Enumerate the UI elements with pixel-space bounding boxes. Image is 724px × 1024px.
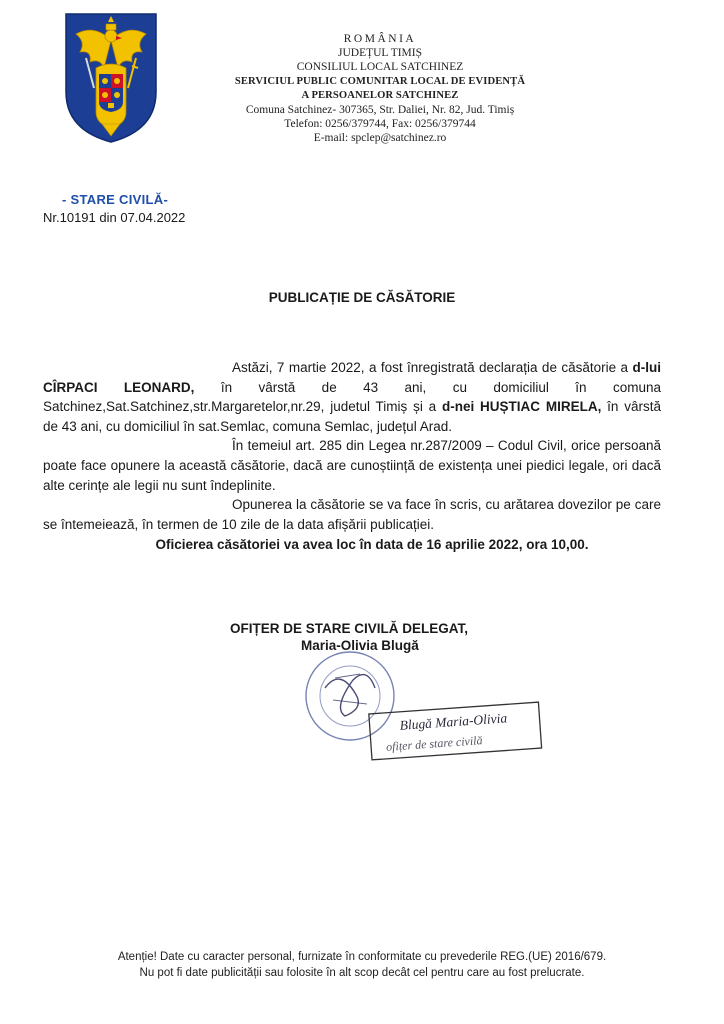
- declaration-middle: în vârstă de 43 ani, cu domiciliul în comuna Satchinez,Sat.Satchinez,str.Margaretelor,nr.29, judetul Timiș și a: [43, 379, 661, 415]
- paragraph-ceremony-date: Oficierea căsătoriei va avea loc în data de 16 aprilie 2022, ora 10,00.: [155, 537, 589, 553]
- paragraph-declaration: [43, 358, 661, 436]
- address: Comuna Satchinez- 307365, Str. Daliei, Nr. 82, Jud. Timiș: [245, 104, 515, 117]
- declaration-intro: Astăzi, 7 martie 2022, a fost înregistrată declarația de căsătorie a: [232, 360, 629, 375]
- paragraph-opposition: Opunerea la căsătorie se va face în scris, cu arătarea dovezilor pe care se întemeiează, în termen de 10 zile de la data afișării publicației.: [43, 497, 661, 532]
- privacy-notice-line2: Nu pot fi date publicității sau folosite în alt scop decât cel pentru care au fost prelucrate.: [139, 966, 585, 979]
- registration-number: Nr.10191 din 07.04.2022: [43, 210, 186, 225]
- county-name: JUDEȚUL TIMIȘ: [337, 47, 422, 60]
- bride-name: d-nei HUȘTIAC MIRELA,: [441, 399, 602, 415]
- declaration-end: în vârstă de 43 ani, cu domiciliul în sat.Semlac, comuna Semlac, județul Arad.: [43, 399, 661, 434]
- groom-name: d-lui CÎRPACI LEONARD,: [43, 360, 661, 395]
- department-block: [43, 192, 223, 225]
- service-name-line1: SERVICIUL PUBLIC COMUNITAR LOCAL DE EVIDENȚĂ: [234, 75, 526, 87]
- service-name-line2: A PERSOANELOR SATCHINEZ: [301, 89, 459, 101]
- department-name: - STARE CIVILĂ-: [62, 192, 169, 207]
- officer-role: OFIȚER DE STARE CIVILĂ DELEGAT,: [230, 621, 469, 636]
- privacy-footer: [0, 950, 724, 981]
- stamp-role: ofițer de stare civilă: [385, 733, 483, 754]
- country-name: ROMÂNIA: [343, 33, 417, 45]
- council-name: CONSILIUL LOCAL SATCHINEZ: [296, 61, 464, 74]
- institution-header: [230, 32, 530, 146]
- coat-of-arms-icon: [64, 12, 158, 144]
- official-stamp: [305, 638, 555, 768]
- document-body: [43, 358, 661, 555]
- officer-name: Maria-Olivia Blugă: [301, 638, 419, 653]
- paragraph-legal-basis: În temeiul art. 285 din Legea nr.287/2009 – Codul Civil, orice persoană poate face opunere la această căsătorie, dacă are cunoștiință de existența unei piedici legale, ori dacă alte cerințe ale legii nu sunt îndeplinite.: [43, 438, 661, 493]
- stamp-name: Blugă Maria-Olivia: [399, 710, 508, 733]
- privacy-notice-line1: Atenție! Date cu caracter personal, furnizate în conformitate cu prevederile REG.(UE) 2016/679.: [117, 951, 607, 963]
- document-title: PUBLICAȚIE DE CĂSĂTORIE: [268, 290, 456, 305]
- phone-fax: Telefon: 0256/379744, Fax: 0256/379744: [284, 118, 476, 131]
- email: E-mail: spclep@satchinez.ro: [313, 132, 447, 145]
